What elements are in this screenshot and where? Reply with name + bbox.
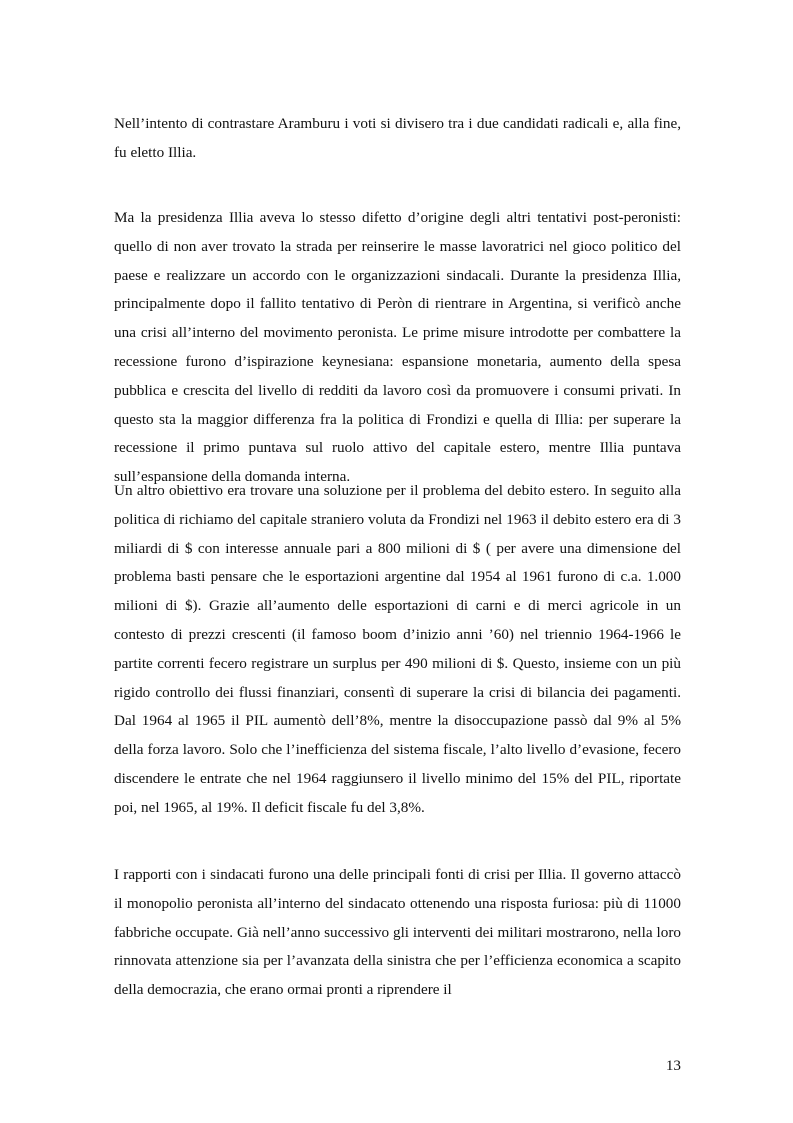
paragraph-3: Un altro obiettivo era trovare una soluzione per il problema del debito estero. In seguito alla politica di richiamo del capitale straniero voluta da Frondizi nel 1963 il debito estero era di 3 miliardi di $ con interesse annuale pari a 800 milioni di $ ( per avere una dimensione del problema basti pensare che le esportazioni argentine dal 1954 al 1961 furono di c.a. 1.000 milioni di $). Grazie all’aumento delle esportazioni di carni e di merci agricole in un contesto di prezzi crescenti (il famoso boom d’inizio anni ’60) nel triennio 1964-1966 le partite correnti fecero registrare un surplus per 490 milioni di $. Questo, insieme con un più rigido controllo dei flussi finanziari, consentì di superare la crisi di bilancia dei pagamenti. Dal 1964 al 1965 il PIL aumentò dell’8%, mentre la disoccupazione passò dal 9% al 5% della forza lavoro. Solo che l’inefficienza del sistema fiscale, l’alto livello d’evasione, fecero discendere le entrate che nel 1964 raggiunsero il livello minimo del 15% del PIL, riportate poi, nel 1965, al 19%. Il deficit fiscale fu del 3,8%. <box>114 482 681 816</box>
paragraph-4: I rapporti con i sindacati furono una delle principali fonti di crisi per Illia. Il governo attaccò il monopolio peronista all’interno del sindacato ottenendo una risposta furiosa: più di 11000 fabbriche occupate. Già nell’anno successivo gli interventi dei militari mostrarono, nella loro rinnovata attenzione sia per l’avanzata della sinistra che per l’efficienza economica a scapito della democrazia, che erano ormai pronti a riprendere il <box>114 866 681 999</box>
paragraph-1: Nell’intento di contrastare Aramburu i voti si divisero tra i due candidati radicali e, alla fine, fu eletto Illia. <box>114 115 681 161</box>
paragraph-2: Ma la presidenza Illia aveva lo stesso difetto d’origine degli altri tentativi post-peronisti: quello di non aver trovato la strada per reinserire le masse lavoratrici nel gioco politico del paese e realizzare un accordo con le organizzazioni sindacali. Durante la presidenza Illia, principalmente dopo il fallito tentativo di Peròn di rientrare in Argentina, si verificò anche una crisi all’interno del movimento peronista. Le prime misure introdotte per combattere la recessione furono d’ispirazione keynesiana: espansione monetaria, aumento della spesa pubblica e crescita del livello di redditi da lavoro così da promuovere i consumi privati. In questo sta la maggior differenza fra la politica di Frondizi e quella di Illia: per superare la recessione il primo puntava sul ruolo attivo del capitale estero, mentre Illia puntava sull’espansione della domanda interna. <box>114 209 681 486</box>
page-number: 13 <box>665 1057 681 1074</box>
